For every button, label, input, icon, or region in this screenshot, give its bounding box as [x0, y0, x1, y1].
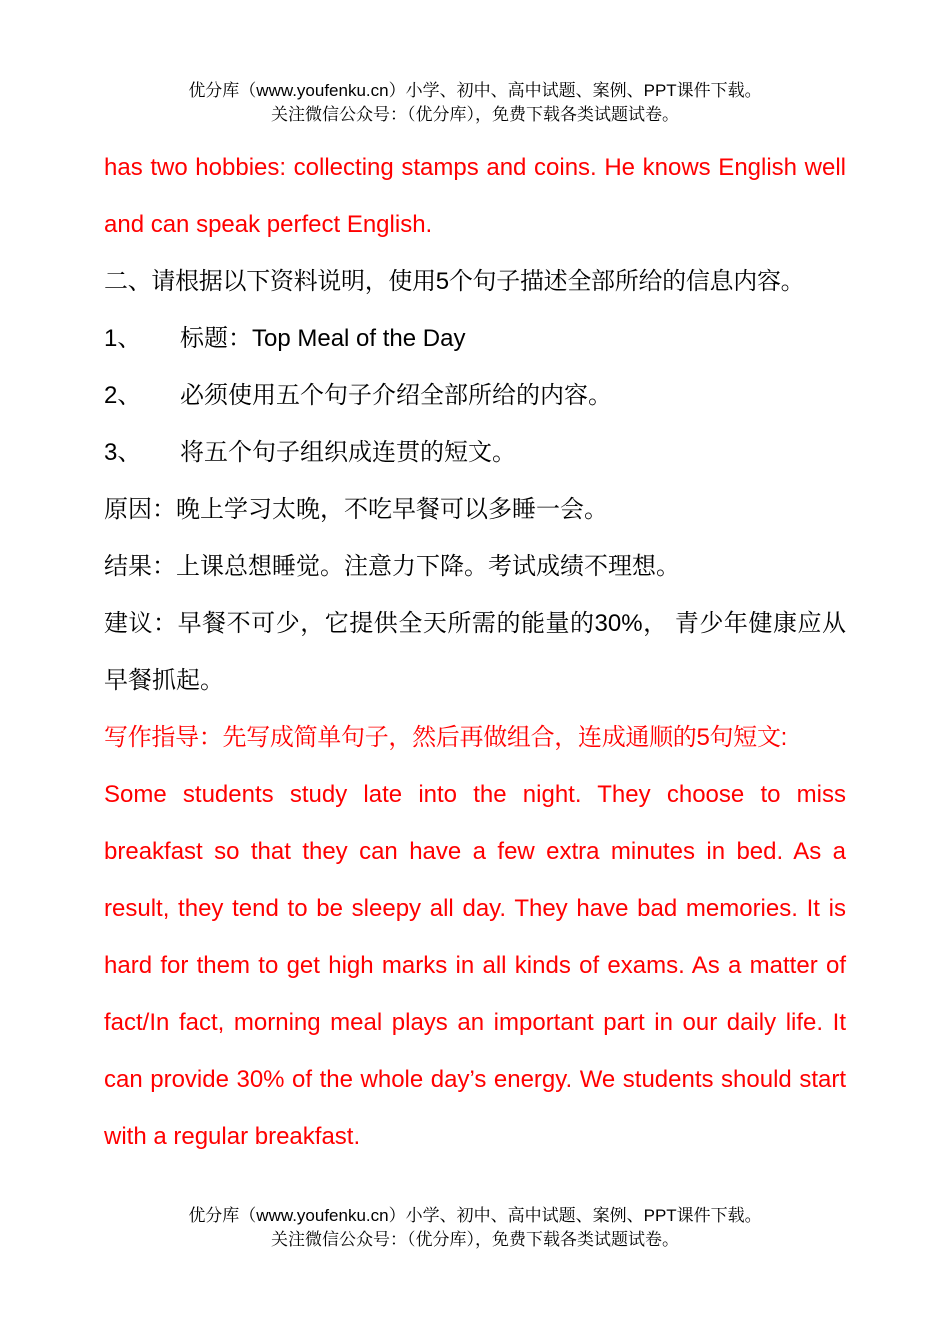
intro-paragraph: has two hobbies: collecting stamps and coins. He knows English well and can speak perfect English. — [104, 154, 846, 238]
page-header — [0, 79, 950, 127]
question-heading: 二、请根据以下资料说明，使用5个句子描述全部所给的信息内容。 — [104, 268, 805, 295]
footer-line-1: 优分库（www.youfenku.cn）小学、初中、高中试题、案例、PPT课件下载。 — [188, 1206, 762, 1225]
requirement-text: 将五个句子组织成连贯的短文。 — [180, 439, 516, 466]
requirement-item-3 — [104, 424, 846, 481]
requirement-number: 2、 — [104, 382, 142, 409]
requirement-text: 必须使用五个句子介绍全部所给的内容。 — [180, 382, 612, 409]
writing-guide-heading: 写作指导：先写成简单句子，然后再做组合，连成通顺的5句短文: — [104, 724, 788, 751]
header-line-2: 关注微信公众号：（优分库），免费下载各类试题试卷。 — [271, 105, 679, 124]
header-line-1: 优分库（www.youfenku.cn）小学、初中、高中试题、案例、PPT课件下载。 — [188, 81, 762, 100]
suggestion-paragraph: 建议：早餐不可少，它提供全天所需的能量的30%， 青少年健康应从早餐抓起。 — [104, 610, 846, 694]
page-footer — [0, 1204, 950, 1252]
sample-essay: Some students study late into the night. They choose to miss breakfast so that they can have a few extra minutes in bed. As a result, they tend to be sleepy all day. They have bad memories. It is hard for them to get high marks in all kinds of exams. As a matter of fact/In fact, morning meal plays an important part in our daily life. It can provide 30% of the whole day’s energy. We students should start with a regular breakfast. — [104, 781, 846, 1150]
footer-line-2: 关注微信公众号：（优分库），免费下载各类试题试卷。 — [271, 1230, 679, 1249]
requirement-number: 1、 — [104, 325, 142, 352]
requirement-text: 标题：Top Meal of the Day — [180, 325, 466, 352]
requirement-item-1 — [104, 310, 846, 367]
requirement-number: 3、 — [104, 439, 142, 466]
result-line: 结果：上课总想睡觉。注意力下降。考试成绩不理想。 — [104, 553, 680, 580]
requirement-item-2 — [104, 367, 846, 424]
document-body — [104, 139, 846, 1165]
reason-line: 原因：晚上学习太晚，不吃早餐可以多睡一会。 — [104, 496, 608, 523]
